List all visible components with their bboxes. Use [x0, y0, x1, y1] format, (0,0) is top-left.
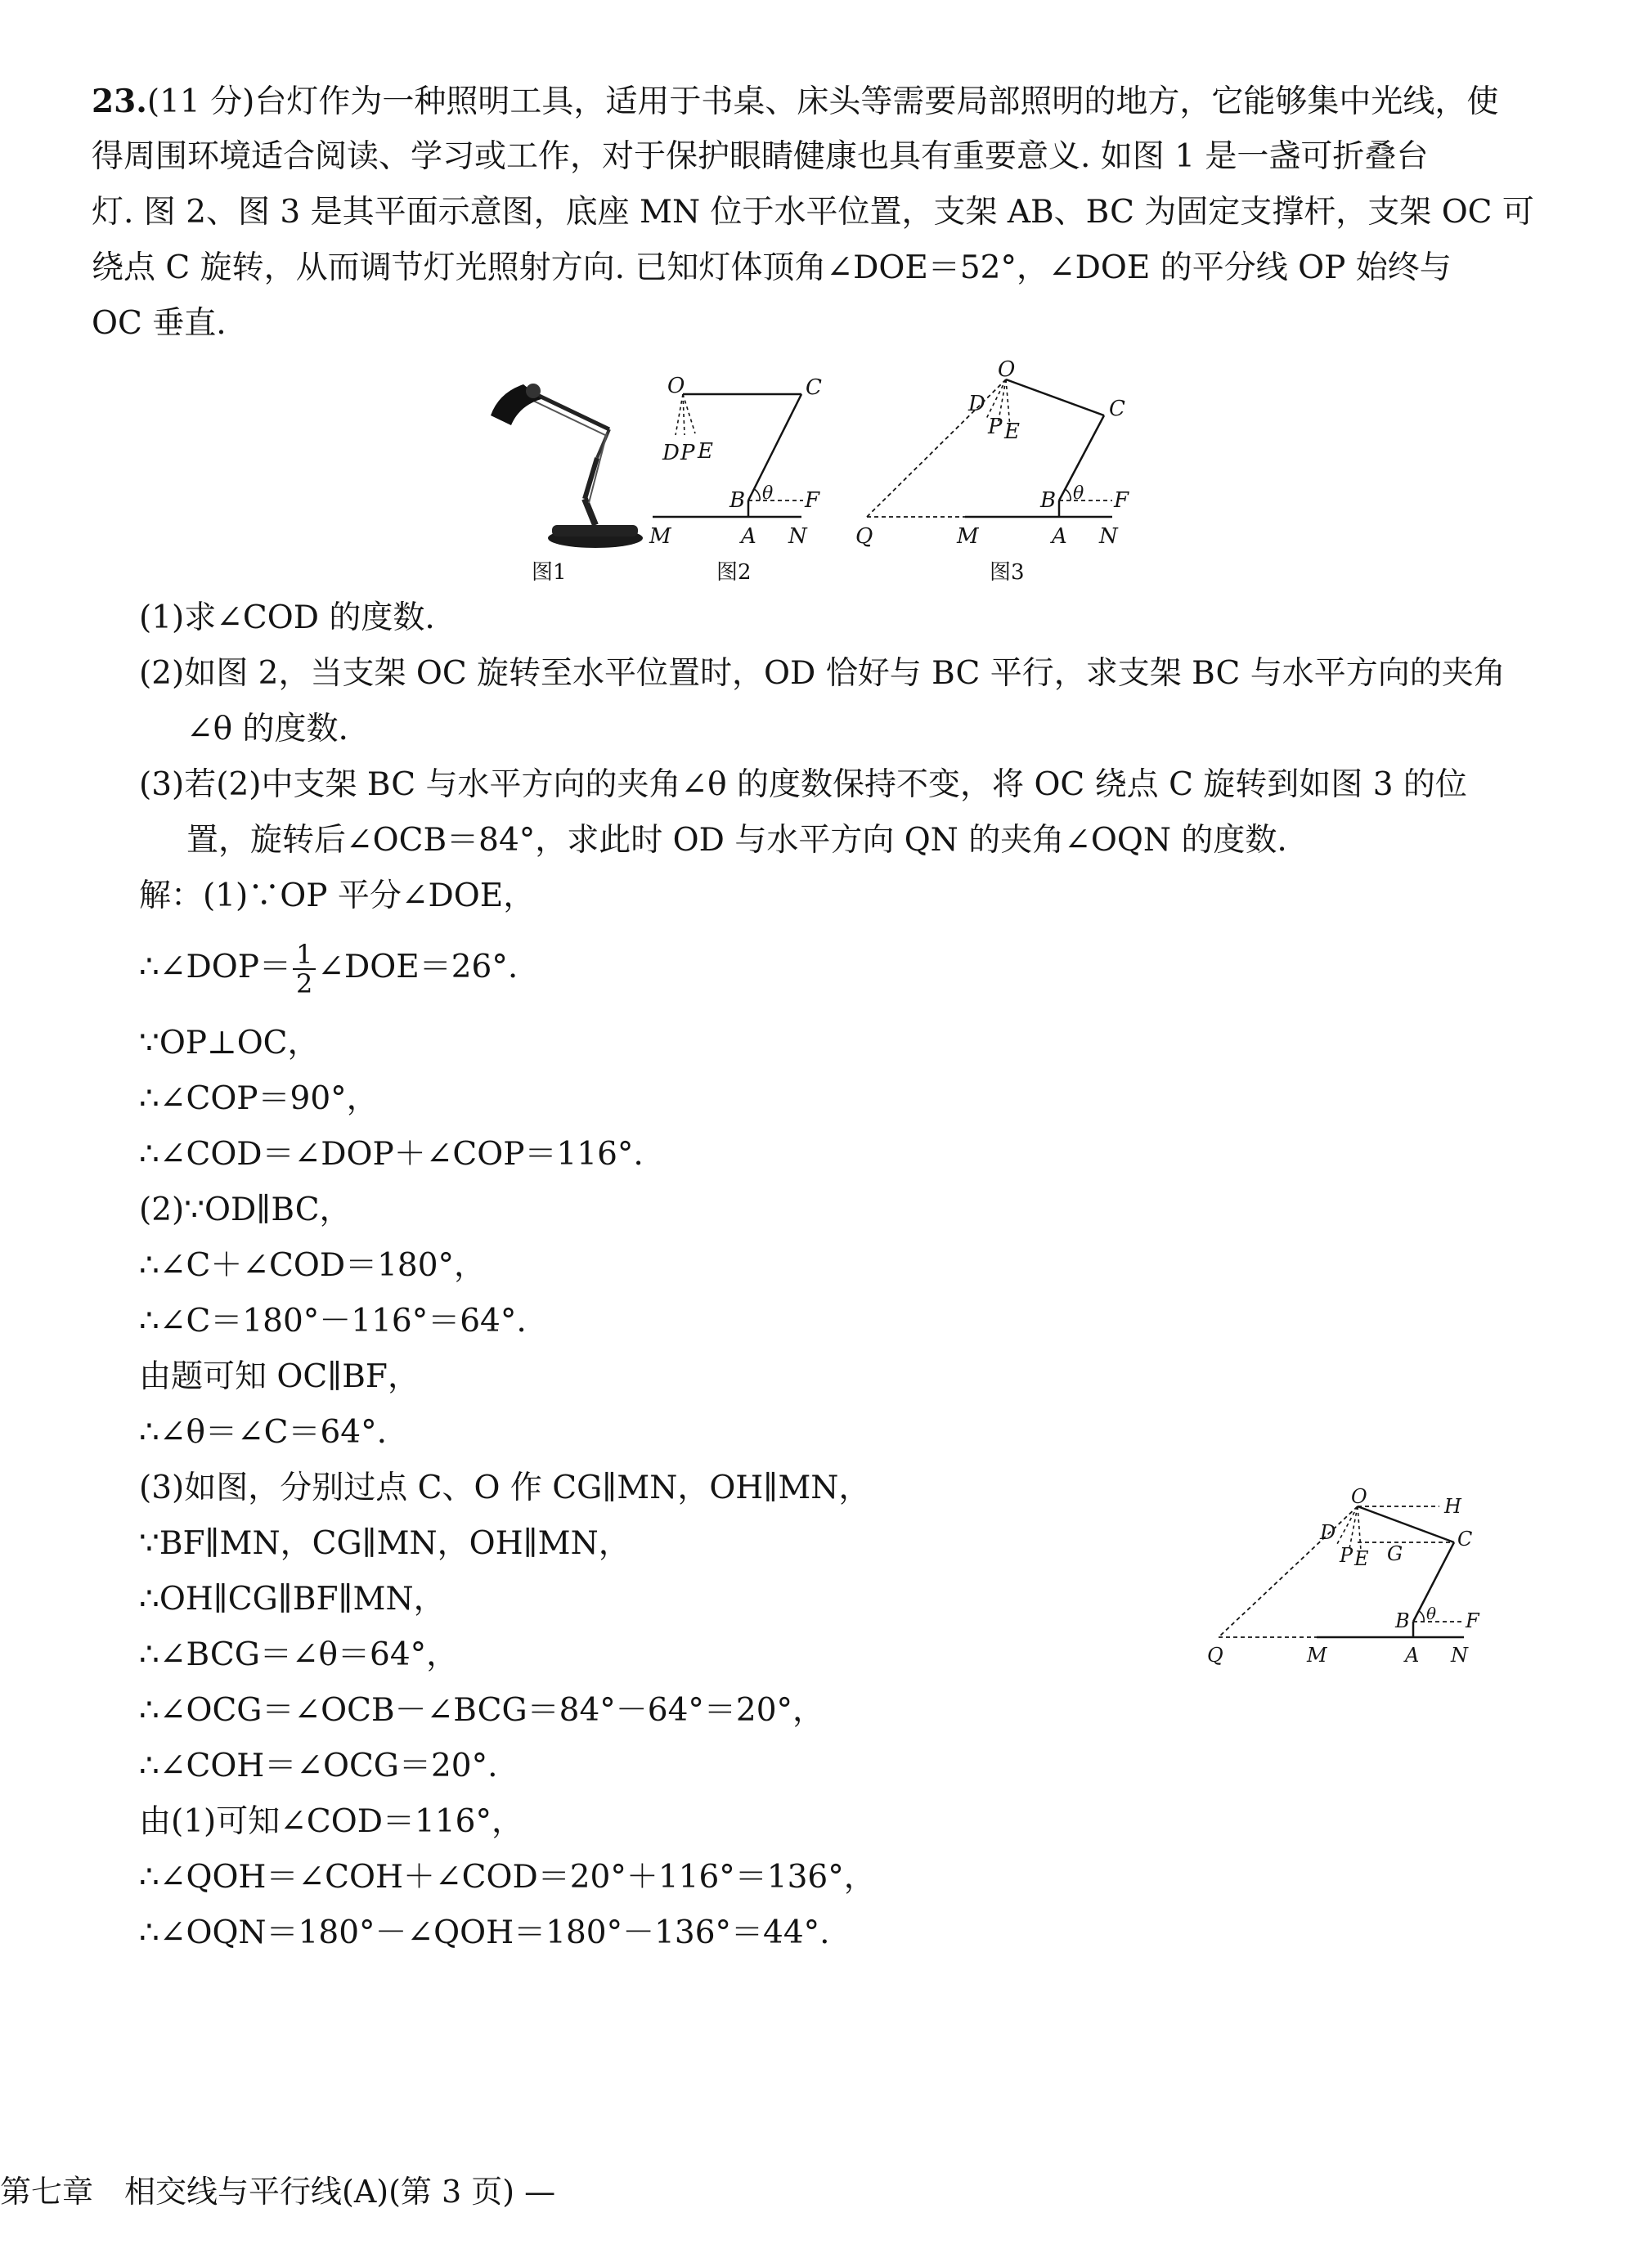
solution-line-18: ∴∠QOH＝∠COH＋∠COD＝20°＋116°＝136°，	[139, 1859, 876, 1896]
fig3-label-A: A	[1052, 524, 1067, 549]
question-2-line-2: ∠θ 的度数.	[186, 711, 348, 747]
fig2-label-F: F	[805, 488, 820, 513]
fig2-label-D: D	[662, 441, 680, 465]
question-1: (1)求∠COD 的度数.	[139, 599, 435, 636]
problem-line-4: 绕点 C 旋转，从而调节灯光照射方向. 已知灯体顶角∠DOE＝52°，∠DOE 的平分线 OP 始终与	[92, 249, 1452, 286]
solution-line-13: ∴OH∥CG∥BF∥MN，	[139, 1581, 446, 1618]
problem-line-3: 灯. 图 2、图 3 是其平面示意图，底座 MN 位于水平位置，支架 AB、BC 为固定支撑杆，支架 OC 可	[92, 194, 1534, 231]
fig2-label-C: C	[806, 375, 822, 400]
solfig-label-P: P	[1340, 1544, 1353, 1567]
solfig-label-B: B	[1395, 1609, 1410, 1632]
solution-line-8: ∴∠C＝180°－116°＝64°.	[139, 1303, 527, 1340]
fig2-label-theta: θ	[762, 483, 774, 504]
fig3-label-M: M	[957, 524, 979, 549]
fig2-label-P: P	[680, 441, 695, 465]
solfig-label-G: G	[1387, 1542, 1403, 1565]
fig2-label-B: B	[729, 488, 746, 513]
solution-line-11: (3)如图，分别过点 C、O 作 CG∥MN，OH∥MN，	[139, 1470, 871, 1506]
fig2-label-M: M	[649, 524, 671, 549]
solfig-label-Q: Q	[1207, 1644, 1223, 1667]
solfig-label-O: O	[1351, 1485, 1367, 1508]
fig2-label-O: O	[667, 374, 685, 398]
solution-line-2	[139, 940, 518, 998]
figure2-caption: 图2	[716, 560, 752, 585]
solution-line-16: ∴∠COH＝∠OCG＝20°.	[139, 1748, 498, 1784]
solution-line-4: ∴∠COP＝90°，	[139, 1080, 379, 1117]
solution-line-17: 由(1)可知∠COD＝116°，	[139, 1803, 523, 1840]
solfig-label-F: F	[1466, 1609, 1479, 1632]
problem-line-1	[92, 79, 1498, 125]
fig2-label-N: N	[788, 524, 807, 549]
fig3-label-N: N	[1099, 524, 1118, 549]
solution-line-12: ∵BF∥MN，CG∥MN，OH∥MN，	[139, 1525, 631, 1562]
solfig-label-N: N	[1451, 1644, 1468, 1667]
fig3-label-B: B	[1040, 488, 1057, 513]
solfig-label-E: E	[1354, 1547, 1369, 1570]
fraction-denominator: 2	[295, 968, 313, 999]
solution-line-6: (2)∵OD∥BC，	[139, 1192, 352, 1228]
problem-text-1: (11 分)台灯作为一种照明工具，适用于书桌、床头等需要局部照明的地方，它能够集中光线，使	[146, 83, 1499, 120]
fig3-label-D: D	[968, 392, 985, 416]
fig2-label-A: A	[741, 524, 756, 549]
solution-line-1: 解：(1)∵OP 平分∠DOE，	[139, 877, 536, 914]
fig3-label-O: O	[998, 357, 1016, 382]
solution-line-9: 由题可知 OC∥BF，	[139, 1358, 420, 1395]
question-3-line-1: (3)若(2)中支架 BC 与水平方向的夹角∠θ 的度数保持不变，将 OC 绕点 C 旋转到如图 3 的位	[139, 766, 1467, 803]
solution-line-15: ∴∠OCG＝∠OCB－∠BCG＝84°－64°＝20°，	[139, 1692, 825, 1729]
solfig-label-H: H	[1444, 1495, 1461, 1518]
solution-line-2-pre: ∴∠DOP＝	[139, 949, 291, 985]
solfig-label-C: C	[1457, 1528, 1473, 1551]
solfig-label-D: D	[1320, 1521, 1336, 1544]
fig3-label-F: F	[1114, 488, 1129, 513]
fig2-label-E: E	[698, 439, 713, 464]
question-2-line-1: (2)如图 2，当支架 OC 旋转至水平位置时，OD 恰好与 BC 平行，求支架 BC 与水平方向的夹角	[139, 655, 1506, 692]
problem-number: 23.	[92, 83, 147, 120]
solfig-label-A: A	[1405, 1644, 1420, 1667]
figure1-caption: 图1	[532, 560, 567, 585]
solution-line-10: ∴∠θ＝∠C＝64°.	[139, 1414, 388, 1451]
question-3-line-2: 置，旋转后∠OCB＝84°，求此时 OD 与水平方向 QN 的夹角∠OQN 的度数.	[186, 822, 1287, 859]
fraction-numerator: 1	[293, 940, 316, 970]
page-footer: 第七章 相交线与平行线(A)(第 3 页) —	[0, 2174, 556, 2210]
solution-line-19: ∴∠OQN＝180°－∠QOH＝180°－136°＝44°.	[139, 1914, 830, 1951]
fig3-label-theta: θ	[1073, 483, 1084, 504]
fig3-label-E: E	[1004, 420, 1020, 444]
solfig-label-M: M	[1307, 1644, 1327, 1667]
figures-row	[474, 352, 1161, 589]
fig3-label-Q: Q	[855, 524, 873, 549]
solution-line-2-post: ∠DOE＝26°.	[317, 949, 518, 985]
solfig-label-theta: θ	[1426, 1604, 1437, 1623]
solution-line-5: ∴∠COD＝∠DOP＋∠COP＝116°.	[139, 1136, 644, 1173]
solution-figure	[1194, 1464, 1513, 1668]
solution-line-7: ∴∠C＋∠COD＝180°，	[139, 1247, 487, 1284]
solution-line-14: ∴∠BCG＝∠θ＝64°，	[139, 1636, 459, 1673]
problem-line-2: 得周围环境适合阅读、学习或工作，对于保护眼睛健康也具有重要意义. 如图 1 是一盏可折叠台	[92, 138, 1429, 175]
fig3-label-P: P	[988, 415, 1003, 439]
lamp-illustration	[491, 384, 643, 548]
problem-line-5: OC 垂直.	[92, 305, 227, 342]
solution-line-3: ∵OP⊥OC，	[139, 1025, 320, 1061]
figure3-caption: 图3	[990, 560, 1025, 585]
fraction-one-half	[293, 940, 316, 998]
fig3-label-C: C	[1109, 397, 1125, 421]
